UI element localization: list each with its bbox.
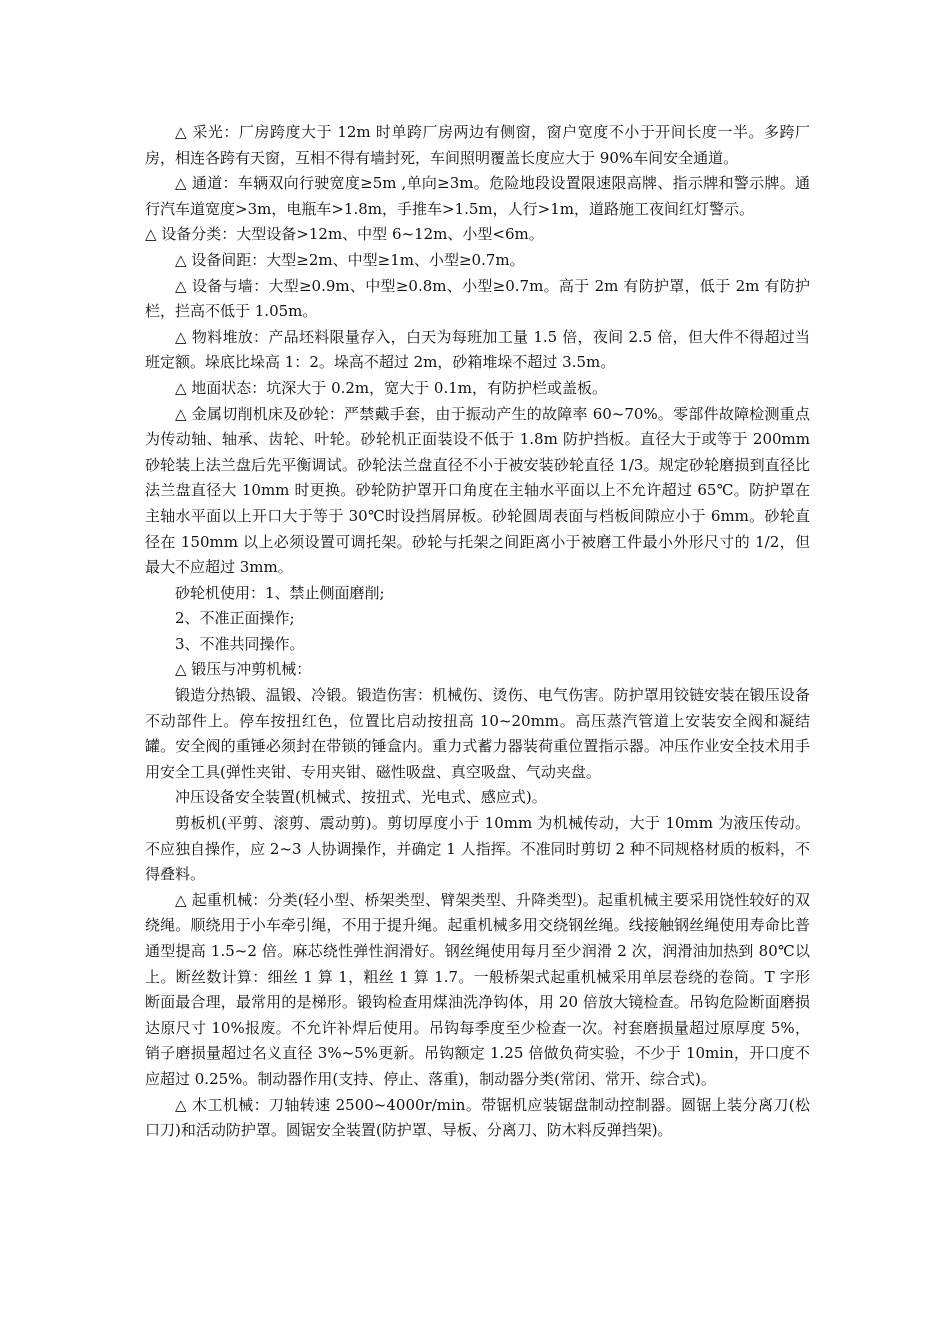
- paragraph-ground-condition: △ 地面状态：坑深大于 0.2m，宽大于 0.1m，有防护栏或盖板。: [175, 378, 607, 397]
- paragraph-material-stacking: △ 物料堆放：产品坯料限量存入，白天为每班加工量 1.5 倍，夜间 2.5 倍，但大件不得超过当班定额。垛底比垛高 1：2。垛高不超过 2m，砂箱堆垛不超过 3.5m。: [145, 327, 810, 372]
- paragraph-lighting: △ 采光：厂房跨度大于 12m 时单跨厂房两边有侧窗，窗户宽度不小于开间长度一半。多跨厂房，相连各跨有天窗，互相不得有墙封死，车间照明覆盖长度应大于 90%车间安全通道。: [145, 123, 810, 167]
- paragraph-stamping-safety: 冲压设备安全装置(机械式、按扭式、光电式、感应式)。: [175, 788, 547, 807]
- paragraph-lifting-machinery: △ 起重机械：分类(轻小型、桥架类型、臂架类型、升降类型)。起重机械主要采用饶性较好的双绕绳。顺绕用于小车牵引绳，不用于提升绳。起重机械多用交绕钢丝绳。线接触钢丝绳使用寿命比普通型提高 1.5~2 倍。麻芯绕性弹性润滑好。钢丝绳使用每月至少润滑 2 次，润滑油加热到 80℃以上。断丝数计算：细丝 1 算 1，粗丝 1 算 1.7。一般桥架式起重机械采用单层卷绕的卷筒。T 字形断面最合理，最常用的是梯形。锻钩检查用煤油洗净钩体，用 20 倍放大镜检查。吊钩危险断面磨损达原尺寸 10%报废。不允许补焊后使用。吊钩每季度至少检查一次。衬套磨损量超过原厚度 5%，销子磨损量超过名义直径 3%~5%更新。吊钩额定 1.25 倍做负荷实验，不少于 10min，开口度不应超过 0.25%。制动器作用(支持、停止、落重)，制动器分类(常闭、常开、综合式)。: [145, 890, 810, 1088]
- paragraph-shearing: 剪板机(平剪、滚剪、震动剪)。剪切厚度小于 10mm 为机械传动，大于 10mm 为液压传动。不应独自操作，应 2~3 人协调操作，并确定 1 人指挥。不准同时剪切 2 种不同规格材质的板料，不得叠料。: [145, 814, 810, 884]
- paragraph-grinder-rule-3: 3、不准共同操作。: [175, 634, 305, 653]
- paragraph-equipment-classification: △ 设备分类：大型设备>12m、中型 6~12m、小型<6m。: [145, 225, 544, 244]
- paragraph-grinder-rule-2: 2、不准正面操作;: [175, 609, 295, 628]
- paragraph-equipment-wall: △ 设备与墙：大型≥0.9m、中型≥0.8m、小型≥0.7m。高于 2m 有防护罩，低于 2m 有防护栏，拦高不低于 1.05m。: [145, 276, 810, 321]
- paragraph-forging: 锻造分热锻、温锻、冷锻。锻造伤害：机械伤、烫伤、电气伤害。防护罩用铰链安装在锻压设备不动部件上。停车按扭红色，位置比启动按扭高 10~20mm。高压蒸汽管道上安装安全阀和凝结罐。安全阀的重锤必须封在带锁的锤盒内。重力式蓄力器装荷重位置指示器。冲压作业安全技术用手用安全工具(弹性夹钳、专用夹钳、磁性吸盘、真空吸盘、气动夹盘。: [145, 686, 810, 781]
- paragraph-equipment-spacing: △ 设备间距：大型≥2m、中型≥1m、小型≥0.7m。: [175, 250, 525, 269]
- paragraph-grinder-use: 砂轮机使用：1、禁止侧面磨削;: [175, 583, 385, 602]
- paragraph-passage: △ 通道：车辆双向行驶宽度≥5m ,单向≥3m。危险地段设置限速限高牌、指示牌和警示牌。通行汽车道宽度>3m，电瓶车>1.8m，手推车>1.5m，人行>1m，道路施工夜间红灯警示。: [145, 174, 810, 218]
- paragraph-woodworking: △ 木工机械：刀轴转速 2500~4000r/min。带锯机应装锯盘制动控制器。圆锯上装分离刀(松口刀)和活动防护罩。圆锯安全装置(防护罩、导板、分离刀、防木料反弹挡架)。: [145, 1095, 810, 1140]
- paragraph-forging-heading: △ 锻压与冲剪机械：: [175, 660, 312, 679]
- paragraph-metal-cutting: △ 金属切削机床及砂轮：严禁戴手套，由于振动产生的故障率 60~70%。零部件故障检测重点为传动轴、轴承、齿轮、叶轮。砂轮机正面装设不低于 1.8m 防护挡板。直径大于或等于 200mm 砂轮装上法兰盘后先平衡调试。砂轮法兰盘直径不小于被安装砂轮直径 1/3。规定砂轮磨损到直径比法兰盘直径大 10mm 时更换。砂轮防护罩开口角度在主轴水平面以上不允许超过 65℃。防护罩在主轴水平面以上开口大于等于 30℃时设挡屑屏板。砂轮圆周表面与档板间隙应小于 6mm。砂轮直径在 150mm 以上必须设置可调托架。砂轮与托架之间距离小于被磨工件最小外形尺寸的 1/2，但最大不应超过 3mm。: [145, 404, 810, 577]
